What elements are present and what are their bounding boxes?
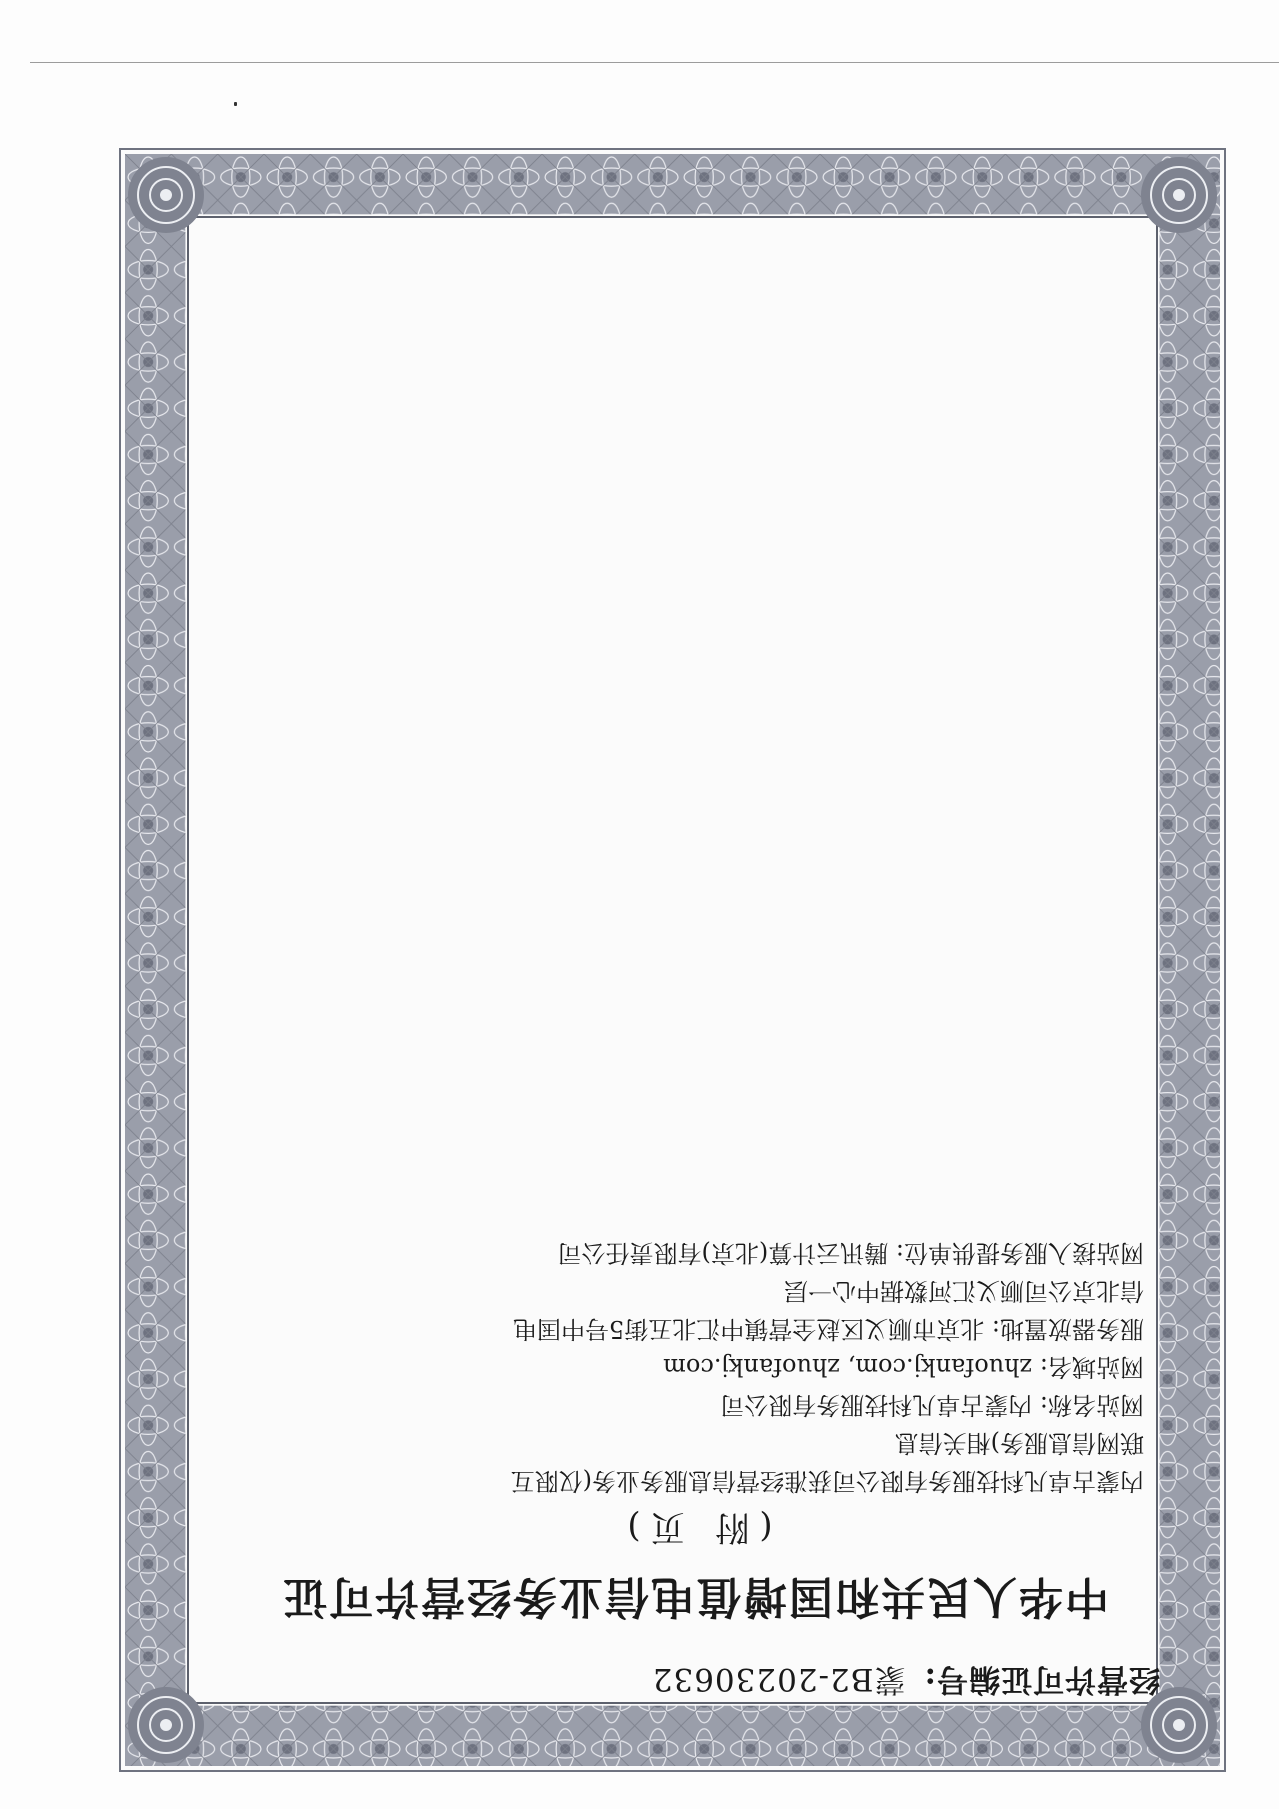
- domain-value: zhuofankj.com, zhuofankj.com: [663, 1353, 1033, 1381]
- corner-rosette-icon: [1136, 152, 1222, 238]
- statement-line: 联网信息服务)相关信息: [894, 1429, 1144, 1457]
- server-value: 北京市顺义区赵全营镇中汇北五街5号中国电: [512, 1315, 985, 1343]
- server-label: 服务器放置地:: [991, 1315, 1144, 1343]
- site-name-label: 网站名称:: [1039, 1391, 1144, 1419]
- certificate-content: [230, 1125, 1160, 1705]
- corner-rosette-icon: [123, 1682, 209, 1768]
- domain-label: 网站域名:: [1039, 1353, 1144, 1381]
- document-subtitle: (附 页): [617, 1507, 773, 1547]
- permit-number-value: 蒙B2-20230632: [651, 1661, 906, 1697]
- access-provider-row: [264, 1234, 1144, 1272]
- access-provider-value: 腾讯云计算(北京)有限责任公司: [557, 1239, 889, 1267]
- domain-row: [264, 1348, 1144, 1386]
- certificate-body: [264, 1234, 1144, 1500]
- permit-number-row: [652, 1660, 1160, 1705]
- permit-number-label: 经营许可证编号:: [923, 1661, 1160, 1697]
- site-name-value: 内蒙古卓凡科技服务有限公司: [720, 1391, 1033, 1419]
- document-title: 中华人民共和国增值电信业务经营许可证: [281, 1571, 1109, 1622]
- scan-speck: [234, 102, 237, 106]
- statement-line: 内蒙古卓凡科技服务有限公司获准经营信息服务业务(仅限互: [510, 1467, 1144, 1495]
- server-row-continued: 信北京公司顺义汇河数据中心一层: [784, 1277, 1144, 1305]
- site-name-row: [264, 1386, 1144, 1424]
- top-divider: [30, 62, 1279, 63]
- corner-rosette-icon: [123, 152, 209, 238]
- access-provider-label: 网站接入服务提供单位:: [895, 1239, 1144, 1267]
- server-row: [264, 1310, 1144, 1348]
